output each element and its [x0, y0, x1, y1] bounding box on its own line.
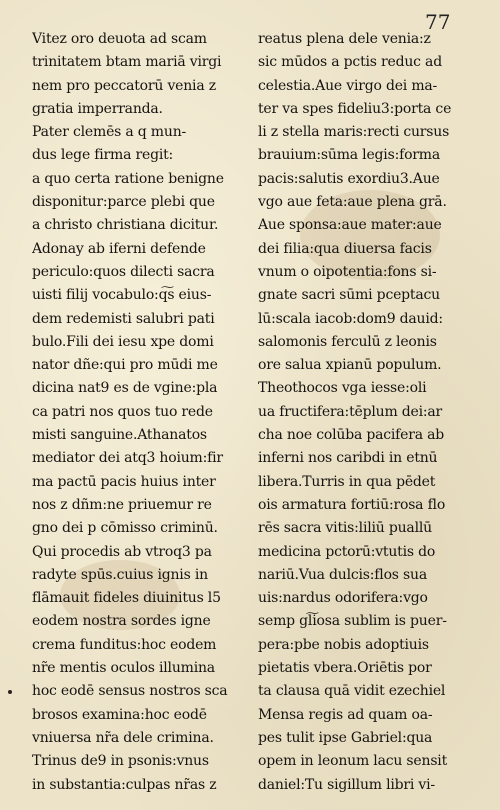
text-line: nos z dñm:ne priuemur re	[32, 496, 212, 513]
text-line: li z stella maris:recti cursus	[258, 124, 450, 141]
text-line: gnate sacri sūmi pceptacu	[258, 287, 440, 304]
text-line: Mensa regis ad quam oa-	[258, 706, 433, 723]
text-line: misti sanguine.Athanatos	[32, 427, 207, 444]
text-line: mediator dei atq3 hoium:fir	[32, 450, 223, 467]
text-line: nem pro peccatorū venia z	[32, 77, 216, 94]
text-line: radyte spūs.cuius ignis in	[32, 566, 208, 583]
text-line: periculo:quos dilecti sacra	[32, 263, 215, 280]
text-line: in substantia:culpas nr̃as z	[32, 776, 217, 793]
text-line: hoc eodē sensus nostros sca	[32, 683, 228, 700]
text-line: eodem nostra sordes igne	[32, 613, 211, 630]
text-line: Trinus de9 in psonis:vnus	[32, 753, 209, 770]
text-line: crema funditus:hoc eodem	[32, 636, 217, 653]
text-line: brosos examina:hoc eodē	[32, 706, 207, 723]
text-line: ca patri nos quos tuo rede	[32, 403, 213, 420]
text-line: ter va spes fideliu3:porta ce	[258, 100, 452, 117]
text-line: ma pactū pacis huius inter	[32, 473, 216, 490]
text-line: vniuersa nr̃a dele crimina.	[32, 729, 214, 746]
text-line: medicina pctorū:vtutis do	[258, 543, 436, 560]
text-line: nariū.Vua dulcis:flos sua	[258, 566, 427, 583]
text-line: pacis:salutis exordiu3.Aue	[258, 170, 440, 187]
text-line: salomonis ferculū z leonis	[258, 333, 437, 350]
text-line: libera.Turris in qua pēdet	[258, 473, 436, 490]
text-line: gratia imperranda.	[32, 100, 163, 117]
text-line: vnum o oipotentia:fons si-	[258, 263, 437, 280]
text-line: a quo certa ratione benigne	[32, 170, 224, 187]
text-line: bulo.Fili dei iesu xpe domi	[32, 333, 214, 350]
text-line: Aue sponsa:aue mater:aue	[258, 217, 442, 234]
text-line: Vitez oro deuota ad scam	[32, 31, 207, 47]
text-line: uisti filij vocabulo:q͠s eius-	[32, 287, 212, 304]
text-line: dei filia:qua diuersa facis	[258, 240, 432, 257]
left-text-column	[32, 28, 250, 797]
text-line: uis:nardus odorifera:vgo	[258, 590, 428, 607]
text-line: a christo christiana dicitur.	[32, 217, 219, 234]
text-line: dem redemisti salubri pati	[32, 310, 215, 327]
text-line: cha noe colūba pacifera ab	[258, 427, 445, 444]
text-line: semp gl͠iosa sublim is puer-	[258, 613, 447, 630]
text-line: ore salua xpianū populum.	[258, 357, 442, 374]
text-line: opem in leonum lacu sensit	[258, 753, 448, 770]
text-line: ois armatura fortiū:rosa flo	[258, 496, 446, 513]
text-line: daniel:Tu sigillum libri vi-	[258, 776, 435, 793]
text-line: nator dñe:qui pro mūdi me	[32, 357, 218, 374]
text-line: ta clausa quā vidit ezechiel	[258, 683, 446, 700]
text-line: vgo aue feta:aue plena grā.	[258, 194, 447, 211]
page-number: 77	[425, 10, 451, 34]
right-text-column	[258, 28, 473, 797]
text-line: reatus plena dele venia:z	[258, 31, 431, 47]
text-line: pietatis vbera.Oriētis por	[258, 660, 432, 677]
text-line: nr̃e mentis oculos illumina	[32, 660, 215, 677]
text-line: Qui procedis ab vtroq3 pa	[32, 543, 212, 560]
text-line: dus lege firma regit:	[32, 147, 174, 164]
text-line: sic mūdos a pctis reduc ad	[258, 54, 442, 71]
text-line: lū:scala iacob:dom9 dauid:	[258, 310, 443, 327]
text-line: flāmauit fideles diuinitus l5	[32, 590, 221, 607]
text-line: brauium:sūma legis:forma	[258, 147, 441, 164]
text-line: Theothocos vga iesse:oli	[258, 380, 427, 397]
text-line: Adonay ab iferni defende	[32, 240, 206, 257]
text-line: disponitur:parce plebi que	[32, 194, 215, 211]
text-line: celestia.Aue virgo dei ma-	[258, 77, 438, 94]
text-line: dicina nat9 es de vgine:pla	[32, 380, 218, 397]
text-line: trinitatem btam mariā virgi	[32, 54, 222, 71]
text-line: ua fructifera:tēplum dei:ar	[258, 403, 443, 420]
margin-dot	[8, 690, 12, 694]
text-line: rēs sacra vitis:liliū puallū	[258, 520, 432, 537]
text-line: gno dei p cōmisso criminū.	[32, 520, 218, 537]
text-line: pes tulit ipse Gabriel:qua	[258, 729, 433, 746]
text-line: Pater clemēs a q mun-	[32, 124, 187, 141]
text-line: inferni nos caribdi in etnū	[258, 450, 438, 467]
text-line: pera:pbe nobis adoptiuis	[258, 636, 429, 653]
